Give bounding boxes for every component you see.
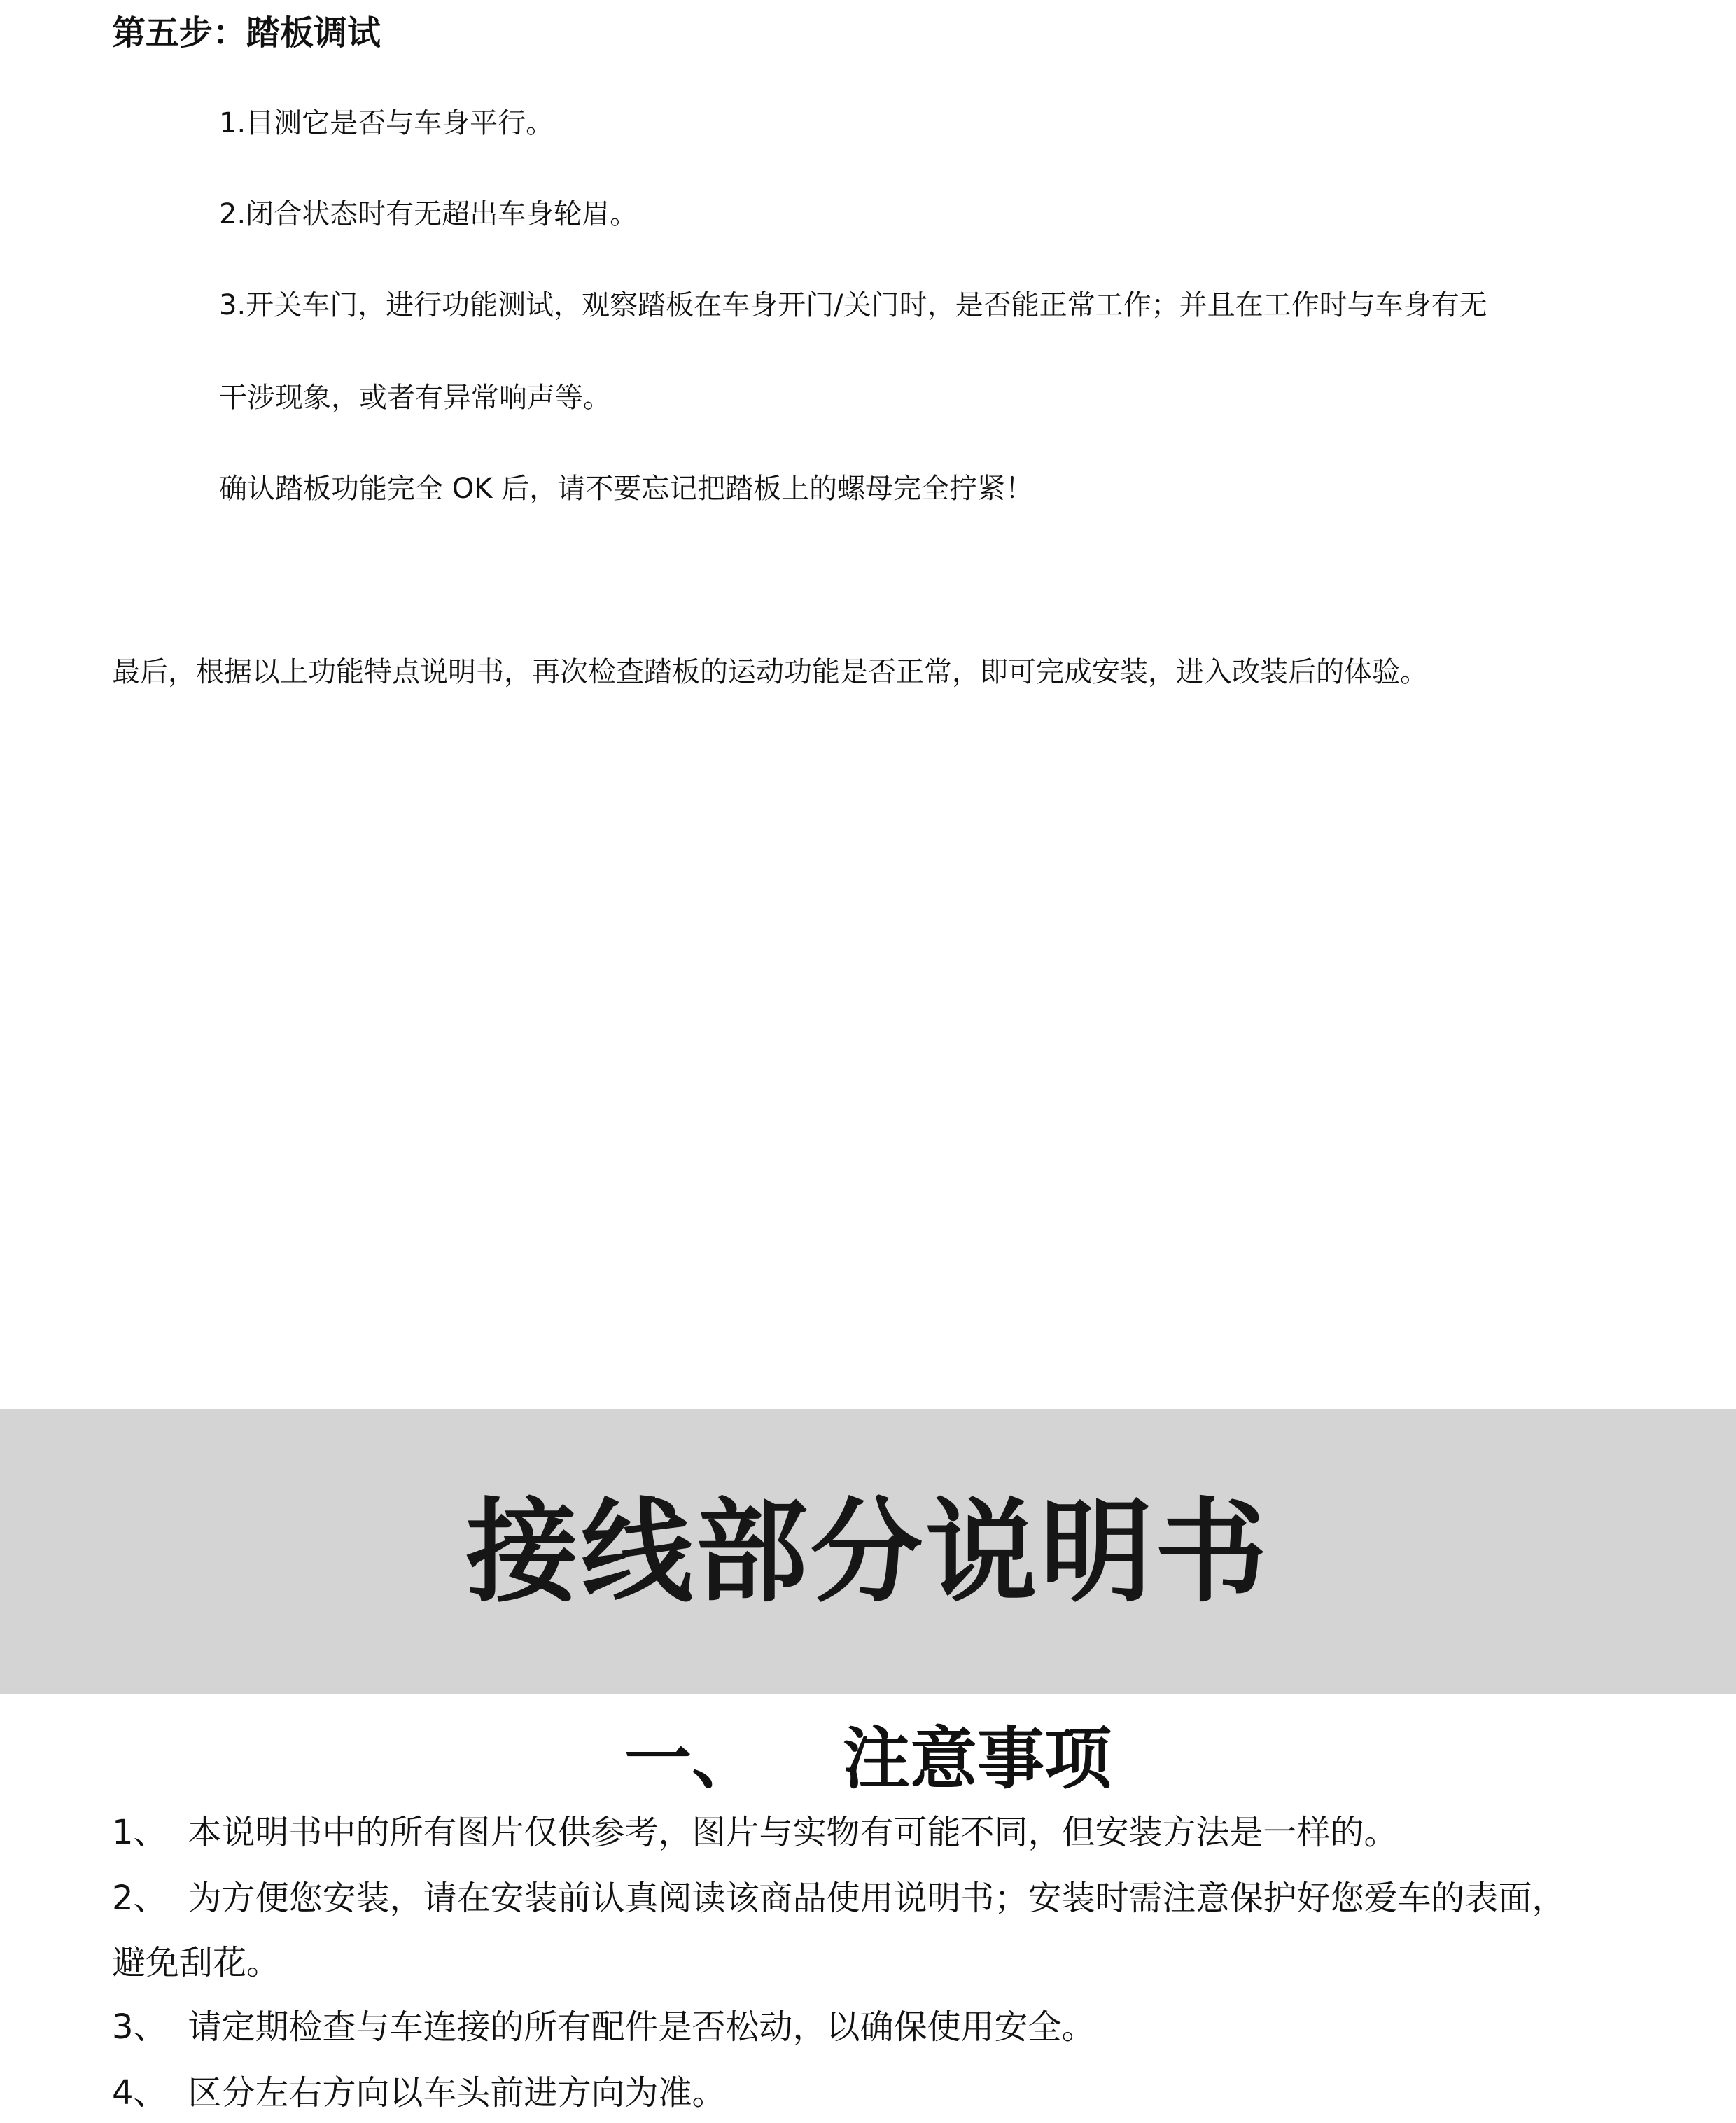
- wiring-manual-banner: [0, 1409, 1736, 1694]
- note-item-2: [112, 1874, 1566, 1923]
- section-heading: [0, 1717, 1736, 1801]
- step5-item-3-continued: 干涉现象，或者有异常响声等。: [219, 382, 611, 414]
- section-title: 注意事项: [843, 1720, 1112, 1798]
- note-index: 4、: [112, 2073, 167, 2112]
- note-item-1: [112, 1808, 1398, 1857]
- note-index: 2、: [112, 1879, 167, 1918]
- note-text: 请定期检查与车连接的所有配件是否松动，以确保使用安全。: [188, 2007, 1096, 2047]
- step5-title: 第五步：踏板调试: [112, 13, 382, 53]
- note-index: 3、: [112, 2007, 167, 2047]
- note-text: 本说明书中的所有图片仅供参考，图片与实物有可能不同，但安装方法是一样的。: [188, 1813, 1398, 1852]
- note-text: 避免刮花。: [112, 1943, 281, 1982]
- step5-confirm-note: 确认踏板功能完全 OK 后，请不要忘记把踏板上的螺母完全拧紧！: [219, 473, 1034, 505]
- note-index: 1、: [112, 1813, 167, 1852]
- note-text: 区分左右方向以车头前进方向为准。: [188, 2073, 726, 2112]
- banner-title: 接线部分说明书: [465, 1487, 1270, 1617]
- step5-item-2: 2.闭合状态时有无超出车身轮眉。: [219, 198, 638, 230]
- note-item-3: [112, 2003, 1096, 2052]
- note-item-4: [112, 2068, 726, 2117]
- note-text: 为方便您安装，请在安装前认真阅读该商品使用说明书；安装时需注意保护好您爱车的表面，: [188, 1879, 1566, 1918]
- final-check-text: 最后，根据以上功能特点说明书，再次检查踏板的运动功能是否正常，即可完成安装，进入改装后的体验。: [112, 656, 1428, 688]
- step5-item-1: 1.目测它是否与车身平行。: [219, 107, 554, 139]
- step5-item-3: 3.开关车门，进行功能测试，观察踏板在车身开门/关门时，是否能正常工作；并且在工作时与车身有无: [219, 289, 1488, 321]
- section-number: 一、: [624, 1720, 759, 1798]
- note-item-2-continued: [112, 1938, 280, 1987]
